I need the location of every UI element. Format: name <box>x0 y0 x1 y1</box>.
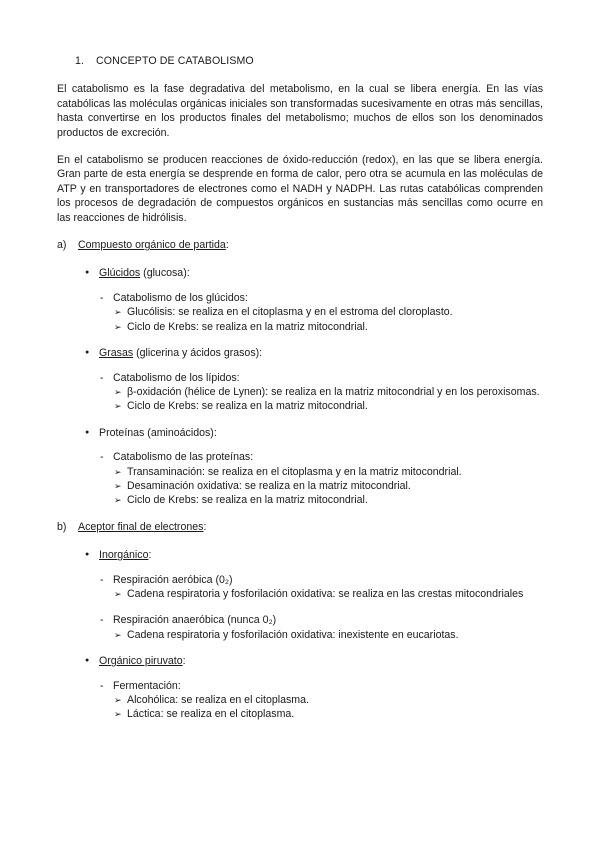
bullet-rest: : <box>148 549 152 562</box>
bullet-glucidos <box>85 266 543 280</box>
sub-item-aerobica: - Respiración aeróbica (0₂) <box>100 573 543 587</box>
list-item: ➢ β-oxidación (hélice de Lynen): se realiza en la matriz mitocondrial y en los peroxisomas. <box>116 385 543 399</box>
section-a-colon: : <box>225 239 229 252</box>
heading-number: 1. <box>75 55 85 67</box>
section-a-heading <box>57 238 543 252</box>
bullet-grasas <box>85 346 543 360</box>
heading-title: CONCEPTO DE CATABOLISMO <box>96 55 254 67</box>
arrow-list-glucidos <box>57 305 543 334</box>
section-a-letter: a) <box>57 239 67 252</box>
section-heading <box>75 54 543 68</box>
intro-paragraph-1: El catabolismo es la fase degradativa del metabolismo, en la cual se libera energía. En las vías catabólicas las moléculas orgánicas iniciales son transformadas sucesivamente en otras más sencillas, hasta convertirse en los productos finales del metabolismo; muchos de ellos son los denominados productos de excreción. <box>57 83 543 139</box>
document-page <box>57 54 543 734</box>
bullet-name: Inorgánico <box>99 549 149 562</box>
bullet-name: Grasas <box>99 347 134 360</box>
list-item: ➢ Ciclo de Krebs: se realiza en la matriz mitocondrial. <box>116 493 543 507</box>
sub-item-grasas: - Catabolismo de los lípidos: <box>100 371 543 385</box>
bullet-rest: (glicerina y ácidos grasos): <box>133 347 263 360</box>
arrow-list-fermentacion <box>57 693 543 722</box>
list-item: ➢ Glucólisis: se realiza en el citoplasma y en el estroma del cloroplasto. <box>116 305 543 319</box>
bullet-proteinas <box>85 426 543 440</box>
arrow-list-grasas <box>57 385 543 414</box>
section-b-colon: : <box>203 520 207 533</box>
list-item: ➢ Desaminación oxidativa: se realiza en la matriz mitocondrial. <box>116 479 543 493</box>
section-b-letter: b) <box>57 520 67 533</box>
list-item: ➢ Cadena respiratoria y fosforilación oxidativa: inexistente en eucariotas. <box>116 628 543 642</box>
bullet-rest: Proteínas (aminoácidos): <box>99 426 217 439</box>
list-item: ➢ Alcohólica: se realiza en el citoplasma. <box>116 693 543 707</box>
list-item: ➢ Ciclo de Krebs: se realiza en la matriz mitocondrial. <box>116 399 543 413</box>
intro-paragraph-2: En el catabolismo se producen reacciones de óxido-reducción (redox), en las que se libera energía. Gran parte de esta energía se desprende en forma de calor, pero otra se acumula en las moléculas de ATP y en transportadores de electrones como el NADH y NADPH. Las rutas catabólicas comprenden los procesos de degradación de compuestos orgánicos en sustancias más sencillas como ocurre en las reacciones de hidrólisis. <box>57 154 543 224</box>
bullet-inorganico <box>85 548 543 562</box>
list-item: ➢ Ciclo de Krebs: se realiza en la matriz mitocondrial. <box>116 320 543 334</box>
sub-item-anaerobica: - Respiración anaeróbica (nunca 0₂) <box>100 613 543 627</box>
list-item: ➢ Transaminación: se realiza en el citoplasma y en la matriz mitocondrial. <box>116 465 543 479</box>
bullet-rest: (glucosa): <box>140 267 190 280</box>
sub-item-fermentacion: - Fermentación: <box>100 679 543 693</box>
bullet-name: Orgánico piruvato <box>99 655 183 668</box>
arrow-list-aerobica <box>57 587 543 601</box>
list-item: ➢ Láctica: se realiza en el citoplasma. <box>116 707 543 721</box>
bullet-rest: : <box>182 655 186 668</box>
list-item: ➢ Cadena respiratoria y fosforilación oxidativa: se realiza en las crestas mitocondriales <box>116 587 543 601</box>
sub-item-proteinas: - Catabolismo de las proteínas: <box>100 450 543 464</box>
section-b-heading <box>57 520 543 534</box>
section-a-title: Compuesto orgánico de partida <box>78 239 226 252</box>
sub-item-glucidos: - Catabolismo de los glúcidos: <box>100 291 543 305</box>
bullet-name: Glúcidos <box>99 267 141 280</box>
bullet-organico <box>85 654 543 668</box>
arrow-list-proteinas <box>57 465 543 508</box>
arrow-list-anaerobica <box>57 628 543 642</box>
section-b-title: Aceptor final de electrones <box>78 520 204 533</box>
